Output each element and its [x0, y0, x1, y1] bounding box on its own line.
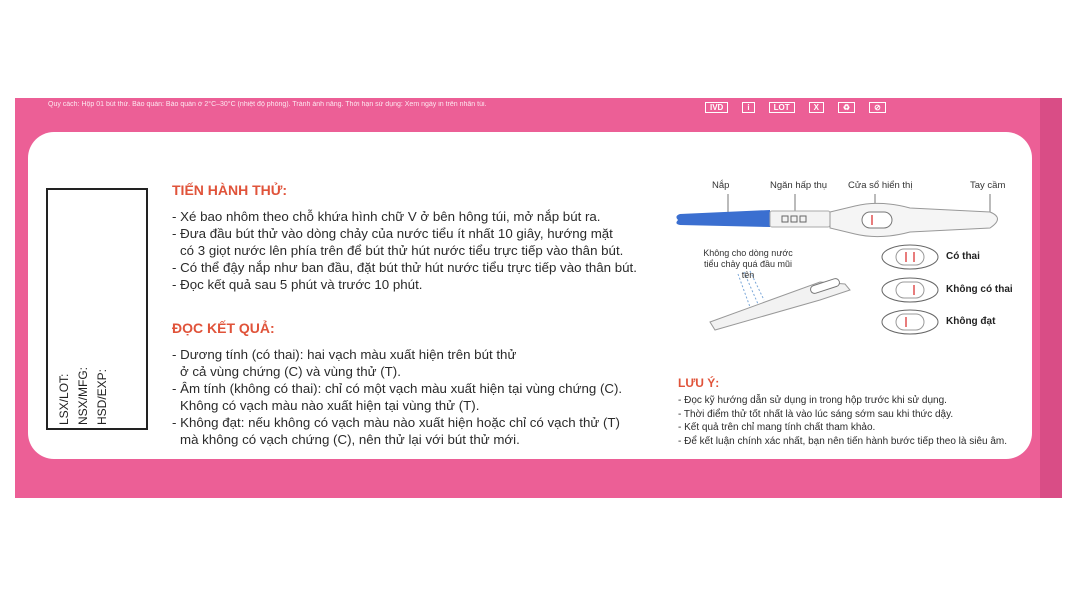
cap-label: Nắp [712, 180, 730, 191]
procedure-title: TIẾN HÀNH THỬ: [172, 182, 288, 198]
notes-list [678, 394, 1007, 448]
positive-result-label: Có thai [946, 251, 980, 262]
prohibited-icon: ⊘ [869, 102, 886, 113]
result-item: mà không có vạch chứng (C), nên thử lại với bút thử mới. [180, 432, 520, 447]
invalid-result-label: Không đạt [946, 316, 996, 327]
procedure-list [172, 208, 637, 293]
procedure-step: - Đưa đầu bút thử vào dòng chảy của nước tiểu ít nhất 10 giây, hướng mặt [172, 226, 613, 241]
info-icon: i [742, 102, 754, 113]
flow-warning-text: Không cho dòng nước tiểu chảy quá đầu mũi tên [703, 248, 793, 280]
no-reuse-icon: X [809, 102, 824, 113]
window-label: Cửa sổ hiển thị [848, 180, 913, 191]
lot-icon: LOT [769, 102, 795, 113]
package-side-fold [1040, 98, 1062, 498]
note-item: - Thời điểm thử tốt nhất là vào lúc sáng sớm sau khi thức dậy. [678, 408, 954, 420]
handle-label: Tay cầm [970, 180, 1006, 191]
procedure-step: có 3 giọt nước lên phía trên để bút thử hút nước tiểu trực tiếp vào thân bút. [180, 243, 624, 258]
result-item: - Không đạt: nếu không có vạch màu nào xuất hiện hoặc chỉ có vạch thử (T) [172, 415, 620, 430]
result-invalid-icon [882, 310, 938, 334]
note-item: - Đọc kỹ hướng dẫn sử dụng in trong hộp trước khi sử dụng. [678, 395, 947, 406]
lot-label: LSX/LOT: [57, 373, 71, 425]
result-item: ở cả vùng chứng (C) và vùng thử (T). [180, 364, 401, 379]
procedure-step: - Đọc kết quả sau 5 phút và trước 10 phút. [172, 277, 423, 292]
ivd-icon: IVD [705, 102, 728, 113]
absorbent-label: Ngăn hấp thụ [770, 180, 828, 191]
result-positive-icon [882, 245, 938, 269]
exp-label: HSD/EXP: [95, 368, 109, 425]
test-pen-diagram [670, 172, 1030, 352]
lot-date-labels [55, 330, 112, 425]
package-top-strip-text: Quy cách: Hộp 01 bút thử. Bảo quản: Bảo quản ở 2°C–30°C (nhiệt độ phòng). Tránh ánh nắng. Thời hạn sử dụng: Xem ngày in trên nhãn túi. [48, 101, 487, 108]
mfg-label: NSX/MFG: [76, 366, 90, 425]
negative-result-label: Không có thai [946, 284, 1013, 295]
recycle-icon: ♻ [838, 102, 855, 113]
note-item: - Để kết luận chính xác nhất, bạn nên tiến hành bước tiếp theo là siêu âm. [678, 435, 1008, 447]
results-list [172, 346, 622, 448]
result-item: - Dương tính (có thai): hai vạch màu xuất hiện trên bút thử [172, 347, 517, 362]
result-item: Không có vạch màu nào xuất hiện tại vùng thử (T). [180, 398, 480, 413]
procedure-step: - Xé bao nhôm theo chỗ khứa hình chữ V ở bên hông túi, mở nắp bút ra. [172, 209, 601, 224]
result-negative-icon [882, 278, 938, 302]
note-item: - Kết quả trên chỉ mang tính chất tham khảo. [678, 422, 876, 433]
result-item: - Âm tính (không có thai): chỉ có một vạch màu xuất hiện tại vùng chứng (C). [172, 381, 623, 396]
notes-title: LƯU Ý: [678, 376, 720, 390]
procedure-step: - Có thể đậy nắp như ban đầu, đặt bút thử hút nước tiểu trực tiếp vào thân bút. [172, 260, 637, 275]
regulatory-icons [705, 100, 1005, 114]
results-title: ĐỌC KẾT QUẢ: [172, 320, 275, 336]
